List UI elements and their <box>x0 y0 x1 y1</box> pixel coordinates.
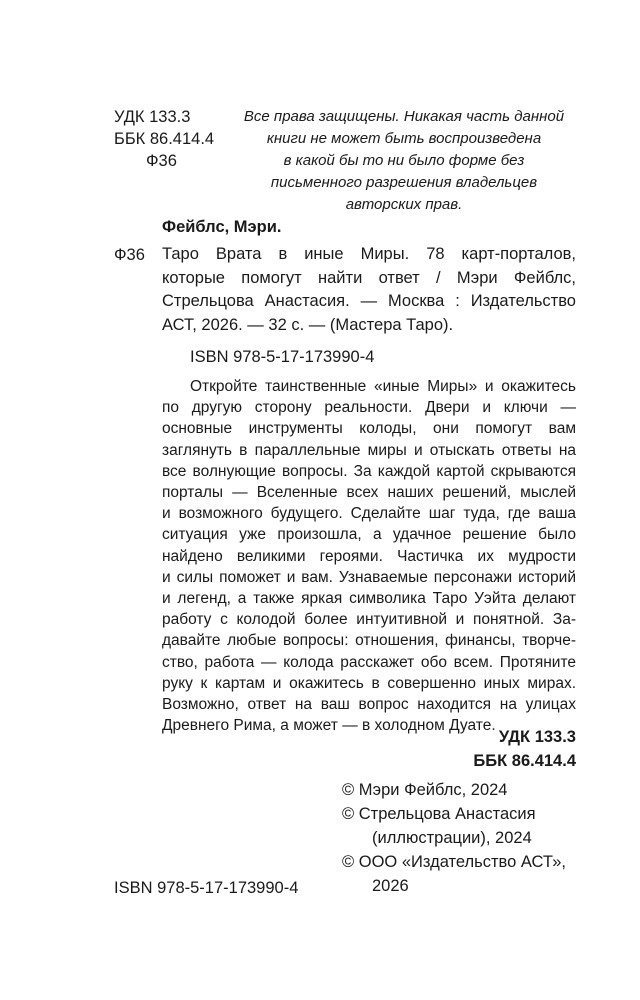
copyright-author: © Мэри Фейблс, 2024 <box>342 781 508 799</box>
annotation-line: ство, работа — колода расскажет обо всем. Протяните <box>162 653 576 671</box>
annotation-line: найдено великими героями. Частичка их мудрости <box>162 547 576 565</box>
copyright-illustrator: © Стрельцова Анастасия <box>342 805 536 823</box>
rights-line: книги не может быть воспроизведена <box>266 130 542 147</box>
udk-code-bottom: УДК 133.3 <box>498 728 576 746</box>
isbn-bottom: ISBN 978-5-17-173990-4 <box>114 879 299 897</box>
annotation-line: по другую сторону реальности. Двери и ключи — <box>162 399 576 417</box>
annotation-line: все волнующие вопросы. За каждой картой скрываются <box>162 462 576 480</box>
rights-line: в какой бы то ни было форме без <box>283 152 525 169</box>
udk-code: УДК 133.3 <box>114 108 191 126</box>
biblio-line: Таро Врата в иные Миры. 78 карт-порталов, <box>162 245 576 263</box>
copyright-publisher: © ООО «Издательство АСТ», <box>342 853 567 871</box>
annotation-line: порталы — Вселенные всех наших решений, мыслей <box>162 484 576 502</box>
copyright-publisher-cont: 2026 <box>372 877 409 895</box>
copyright-block <box>342 778 566 898</box>
annotation <box>162 376 576 736</box>
author-sign-left: Ф36 <box>114 246 145 264</box>
rights-notice <box>222 106 586 216</box>
annotation-line: руку к картам и окажитесь в совершенно иных мирах. <box>162 674 576 692</box>
annotation-line: Древнего Рима, а может — в холодном Дуате. <box>162 717 496 735</box>
bbk-code-bottom: ББК 86.414.4 <box>473 752 576 770</box>
rights-line: письменного разрешения владельцев <box>270 174 538 191</box>
rights-line: Все права защищены. Никакая часть данной <box>243 108 565 125</box>
biblio-line: которые помогут найти ответ / Мэри Фейблс, <box>162 268 576 287</box>
classification-block <box>114 106 214 172</box>
author-heading: Фейблс, Мэри. <box>162 218 282 236</box>
annotation-line: работу с колодой более интуитивной и понятной. За- <box>162 611 576 629</box>
biblio-line: Стрельцова Анастасия. — Москва : Издательство <box>162 292 576 310</box>
rights-line: авторских прав. <box>345 196 463 213</box>
author-sign: Ф36 <box>146 152 177 170</box>
bottom-codes <box>473 725 576 773</box>
annotation-line: заглянуть в параллельные миры и отыскать ответы на <box>162 441 576 459</box>
annotation-line: и возможного будущего. Сделайте шаг туда, где ваша <box>162 505 576 523</box>
annotation-line: давайте любые вопросы: отношения, финансы, творче- <box>162 632 576 650</box>
annotation-line: основные инструменты колоды, они помогут вам <box>162 420 576 438</box>
annotation-line: и силы поможет и вам. Узнаваемые персонажи историй <box>162 568 576 586</box>
annotation-line: и легенд, а также яркая символика Таро Уэйта делают <box>162 590 576 608</box>
annotation-line: Возможно, ответ на ваш вопрос находится на улицах <box>162 696 576 714</box>
biblio-line: АСТ, 2026. — 32 с. — (Мастера Таро). <box>162 315 454 334</box>
bbk-code: ББК 86.414.4 <box>114 130 215 148</box>
isbn-top: ISBN 978-5-17-173990-4 <box>190 348 375 366</box>
annotation-line: Откройте таинственные «иные Миры» и окажитесь <box>190 378 576 395</box>
bibliographic-description <box>162 243 576 337</box>
annotation-line: ситуация уже произошла, а удачное решение было <box>162 526 576 544</box>
copyright-illustrator-cont: (иллюстрации), 2024 <box>372 829 532 847</box>
